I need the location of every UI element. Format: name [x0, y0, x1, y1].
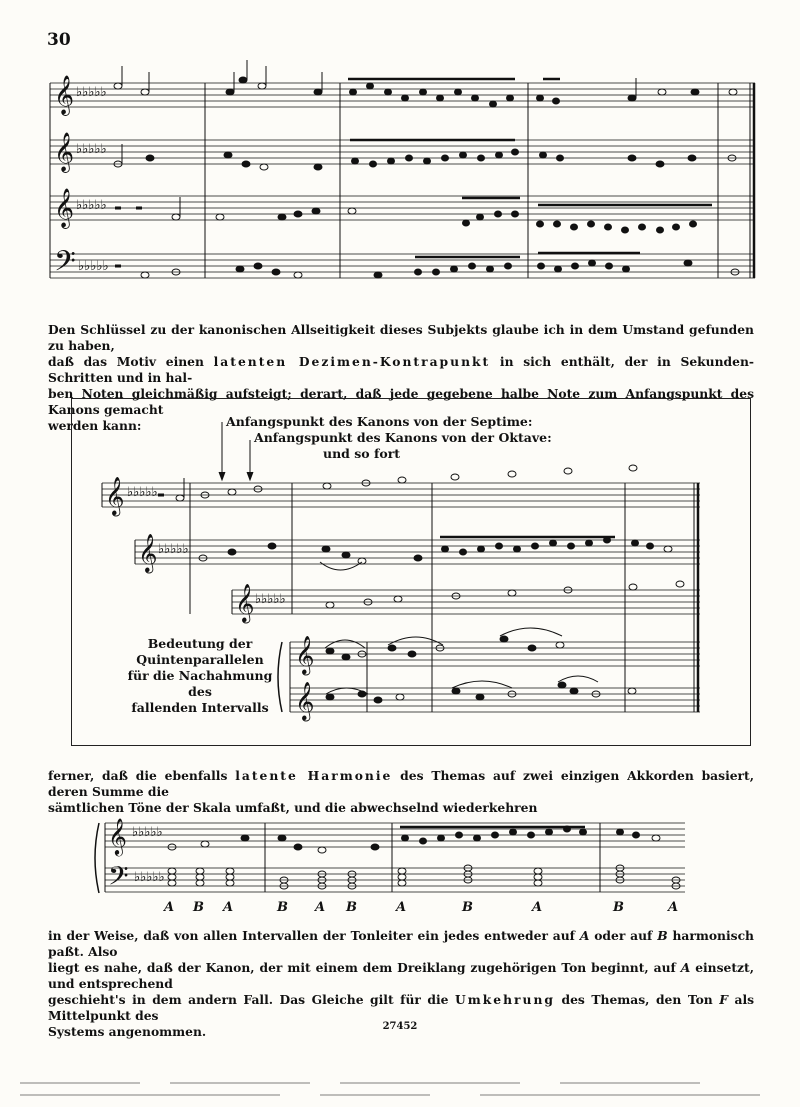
footer-rules [0, 1060, 800, 1100]
harmony-label: B [277, 900, 288, 915]
svg-text:𝄞: 𝄞 [235, 583, 255, 622]
svg-text:𝄢: 𝄢 [54, 245, 76, 285]
text-line: ben Noten gleichmäßig aufsteigt; derart, daß jede gegebene halbe Note zum Anfangspunkt des Kanons gemacht [48, 386, 754, 417]
page-number: 30 [47, 30, 71, 50]
text-line: ferner, daß die ebenfalls latente Harmonie des Themas auf zwei einzigen Akkorden basiert, deren Summe die [48, 768, 755, 799]
svg-text:♭♭♭♭♭: ♭♭♭♭♭ [132, 825, 163, 840]
annotation-oktave: Anfangspunkt des Kanons von der Oktave: [254, 430, 552, 445]
svg-text:♭♭♭♭♭: ♭♭♭♭♭ [76, 85, 107, 100]
harmony-label: B [193, 900, 204, 915]
caption-line: Quintenparallelen [136, 652, 264, 667]
text-line: geschieht's in dem andern Fall. Das Gleiche gilt für die Umkehrung des Themas, den Ton F als Mittelpunkt des [48, 992, 755, 1023]
svg-text:𝄞: 𝄞 [54, 75, 75, 115]
text-line: daß das Motiv einen latenten Dezimen-Kontrapunkt in sich enthält, der in Sekunden-Schritten und in hal- [48, 354, 755, 385]
text-line: sämtlichen Töne der Skala umfaßt, und die abwechselnd wiederkehren [48, 800, 538, 815]
svg-text:𝄞: 𝄞 [54, 188, 75, 228]
text-line: liegt es nahe, daß der Kanon, der mit einem dem Dreiklang zugehörigen Ton beginnt, auf A einsetzt, und entsprechend [48, 960, 754, 991]
svg-text:𝄞: 𝄞 [108, 817, 127, 855]
text-line: in der Weise, daß von allen Intervallen der Tonleiter ein jedes entweder auf A oder auf B harmonisch paßt. Also [48, 928, 755, 959]
harmony-label: A [315, 900, 326, 915]
svg-text:𝄞: 𝄞 [54, 132, 75, 172]
text-line: Systems angenommen. [48, 1024, 207, 1039]
caption-line: fallenden Intervalls [131, 700, 269, 715]
text-line: Den Schlüssel zu der kanonischen Allseitigkeit dieses Subjekts glaube ich in dem Umstand gefunden zu haben, [48, 322, 754, 353]
plate-number: 27452 [382, 1021, 418, 1032]
svg-text:𝄢: 𝄢 [108, 860, 129, 898]
svg-text:♭♭♭♭♭: ♭♭♭♭♭ [76, 198, 107, 213]
svg-text:♭♭♭♭♭: ♭♭♭♭♭ [127, 485, 158, 500]
svg-text:𝄞: 𝄞 [105, 476, 125, 515]
svg-text:♭♭♭♭♭: ♭♭♭♭♭ [255, 592, 286, 607]
harmony-label: A [668, 900, 679, 915]
annotation-more: und so fort [323, 446, 401, 461]
svg-text:♭♭♭♭♭: ♭♭♭♭♭ [134, 870, 165, 885]
svg-text:♭♭♭♭♭: ♭♭♭♭♭ [76, 142, 107, 157]
svg-text:𝄞: 𝄞 [295, 635, 315, 674]
svg-text:𝄞: 𝄞 [295, 681, 315, 720]
svg-text:♭♭♭♭♭: ♭♭♭♭♭ [78, 259, 109, 274]
harmony-label: A [223, 900, 234, 915]
harmony-label: B [462, 900, 473, 915]
caption-line: Bedeutung der [147, 636, 253, 651]
harmony-label: B [346, 900, 357, 915]
harmony-label: A [532, 900, 543, 915]
text-line: werden kann: [48, 418, 142, 433]
svg-text:♭♭♭♭♭: ♭♭♭♭♭ [158, 542, 189, 557]
harmony-label: B [613, 900, 624, 915]
harmony-label: A [164, 900, 175, 915]
svg-text:𝄞: 𝄞 [138, 533, 158, 572]
harmony-label: A [396, 900, 407, 915]
annotation-septime: Anfangspunkt des Kanons von der Septime: [226, 414, 533, 429]
caption-line: für die Nachahmung des [127, 668, 273, 699]
